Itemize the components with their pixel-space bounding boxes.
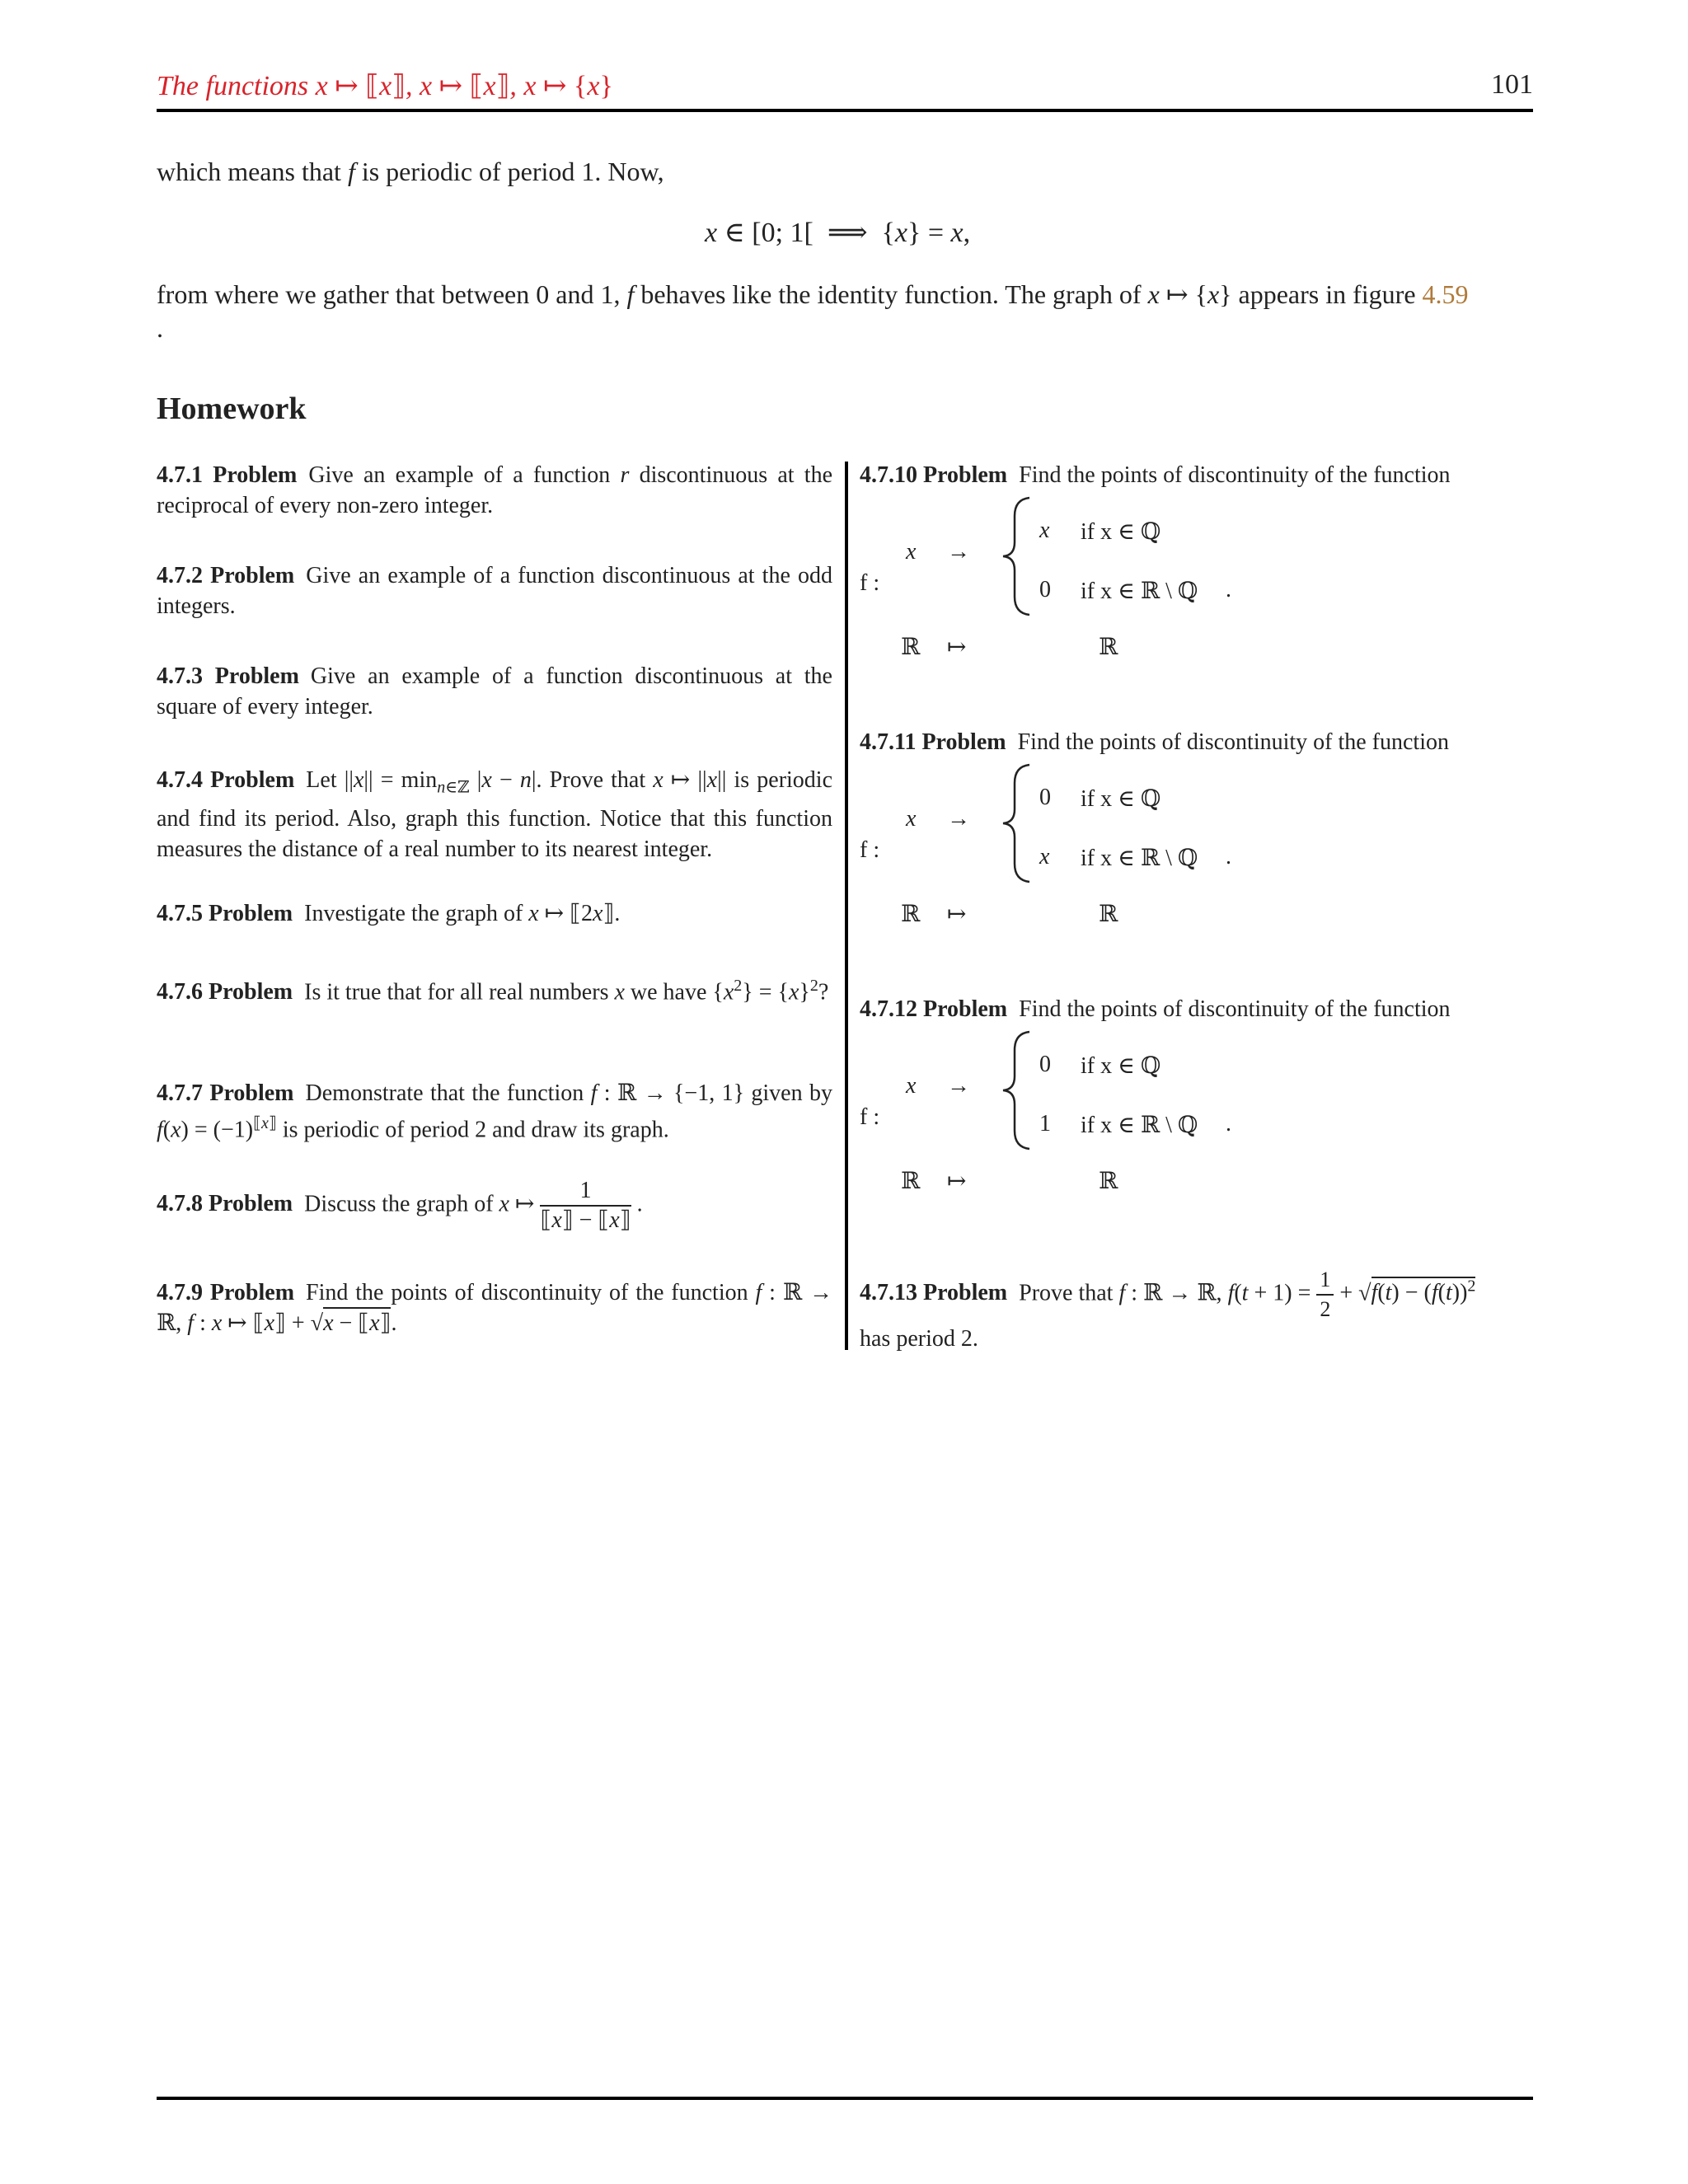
column-divider: [845, 462, 848, 1350]
problem-4-7-10: 4.7.10 Problem Find the points of discontinuity of the function: [860, 462, 1451, 488]
problem-4-7-6: 4.7.6 Problem Is it true that for all real numbers x we have $\{x^2\} = \{x\}^2$?: [157, 977, 829, 1005]
page-number: 101: [1491, 69, 1533, 100]
piecewise-4-7-10: f : x → ℝ ↦ x if x ∈ ℚ 0 if x ∈ ℝ \ ℚ . ℝ: [860, 494, 1536, 659]
problem-4-7-7: 4.7.7 Problem Demonstrate that the function f : ℝ → {−1, 1} given by $f(x) = (-1)^{⟦x⟧}$ is periodic of period 2 and draw its graph.: [157, 1080, 832, 1143]
homework-heading: Homework: [157, 391, 307, 426]
intro-period: .: [157, 313, 163, 343]
left-brace: [1000, 762, 1036, 885]
intro-line-1: which means that f is periodic of period 1. Now,: [157, 157, 664, 186]
intro-line-2: from where we gather that between 0 and 1, f behaves like the identity function. The graph of x ↦ {x} appears in figure 4.59: [157, 279, 1469, 309]
problem-4-7-11: 4.7.11 Problem Find the points of discontinuity of the function: [860, 729, 1449, 755]
problem-4-7-9: 4.7.9 Problem Find the points of discontinuity of the function f : ℝ → ℝ, f : x ↦ ⟦x⟧ + √x − ⟦x⟧.: [157, 1280, 832, 1336]
running-title: The functions x ↦ ⟦x⟧, x ↦ ⟦x⟧, x ↦ {x}: [157, 71, 613, 101]
problem-4-7-8: 4.7.8 Problem Discuss the graph of x ↦ $\frac{1}{⟦x⟧ - ⟦x⟧}$ .: [157, 1178, 643, 1233]
problem-4-7-12: 4.7.12 Problem Find the points of discontinuity of the function: [860, 996, 1451, 1022]
display-equation: x ∈ [0; 1[ ⟹ {x} = x,: [705, 218, 971, 248]
running-head: [157, 69, 1533, 112]
piecewise-4-7-11: f : x → ℝ ↦ 0 if x ∈ ℚ x if x ∈ ℝ \ ℚ . ℝ: [860, 762, 1536, 926]
footer-rule: [157, 2097, 1533, 2100]
problem-4-7-3: 4.7.3 Problem Give an example of a function discontinuous at the square of every integer.: [157, 663, 832, 719]
figure-reference-link[interactable]: 4.59: [1422, 279, 1469, 309]
problem-4-7-13: 4.7.13 Problem Prove that f : ℝ → ℝ, f(t + 1) = $\frac{1}{2}$ + $√f(t) - (f(t))^2$ has period 2.: [860, 1268, 1476, 1352]
problem-4-7-4: 4.7.4 Problem Let $||x|| = \min_{n\in ℤ} |x - n|$. Prove that x ↦ ||x|| is periodic and find its period. Also, graph this function. Notice that this function measures the distance of a real number to its nearest integer.: [157, 767, 833, 862]
problem-4-7-2: 4.7.2 Problem Give an example of a function discontinuous at the odd integers.: [157, 563, 832, 619]
piecewise-4-7-12: f : x → ℝ ↦ 0 if x ∈ ℚ 1 if x ∈ ℝ \ ℚ . ℝ: [860, 1029, 1536, 1193]
problem-4-7-1: 4.7.1 Problem Give an example of a function r discontinuous at the reciprocal of every non-zero integer.: [157, 462, 832, 518]
problem-4-7-5: 4.7.5 Problem Investigate the graph of x ↦ ⟦2x⟧.: [157, 901, 621, 926]
left-brace: [1000, 1029, 1036, 1152]
left-brace: [1000, 494, 1036, 618]
